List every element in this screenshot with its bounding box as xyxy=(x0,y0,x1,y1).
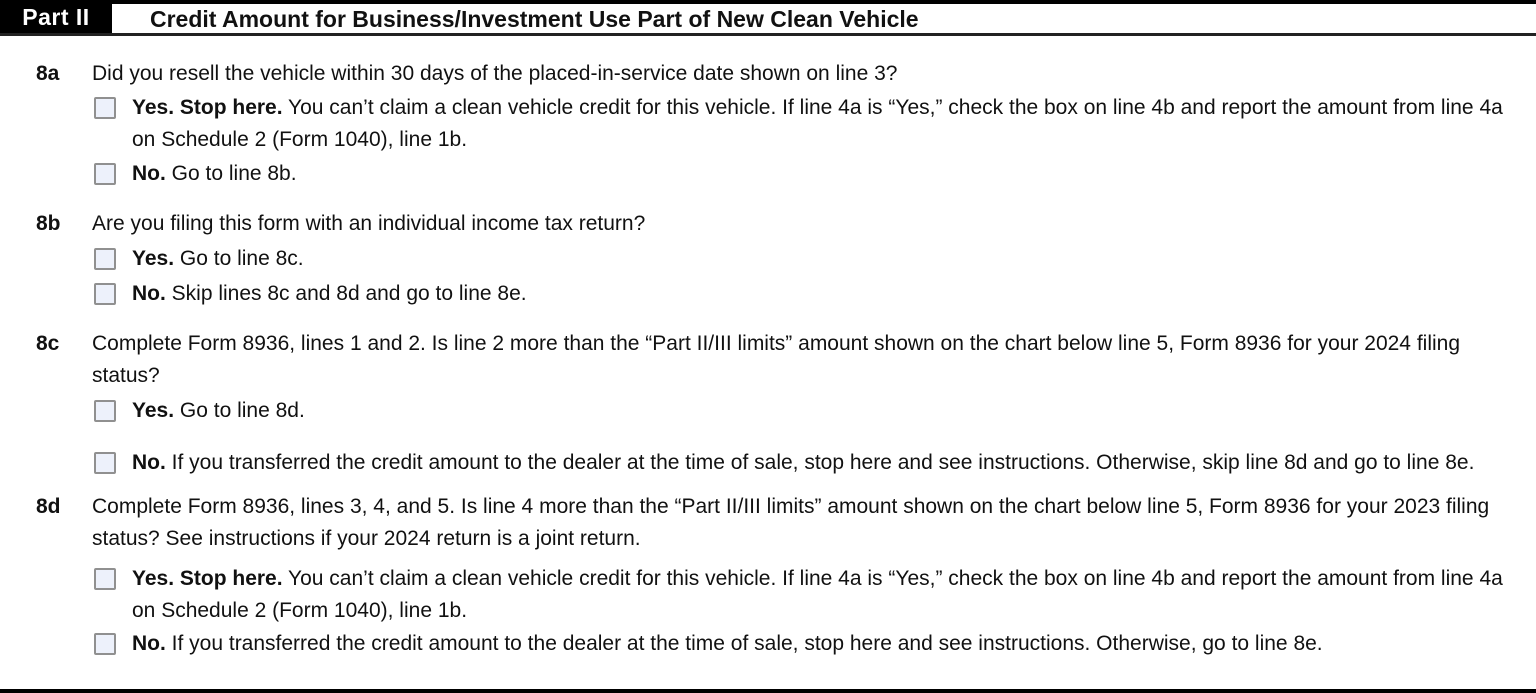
question-8a-number: 8a xyxy=(36,62,60,85)
option-8a-yes-label xyxy=(132,92,1504,156)
option-8d-no-bold: No. xyxy=(132,632,166,655)
option-8c-no-rest: If you transferred the credit amount to the dealer at the time of sale, stop here and see instructions. Otherwise, skip line 8d and go to line 8e. xyxy=(165,451,1475,474)
question-8b-text: Are you filing this form with an individual income tax return? xyxy=(92,212,646,235)
bottom-rule xyxy=(0,689,1536,693)
checkbox-8c-no[interactable] xyxy=(94,452,116,474)
question-8b xyxy=(0,208,1536,240)
option-8c-yes-rest: Go to line 8d. xyxy=(174,399,305,422)
option-8c-no-label xyxy=(132,447,1504,479)
option-8a-no xyxy=(92,158,1536,190)
option-8b-no-bold: No. xyxy=(132,282,166,305)
question-8d xyxy=(0,491,1536,555)
option-8c-no-bold: No. xyxy=(132,451,166,474)
question-8d-number: 8d xyxy=(36,495,61,518)
question-8c-text: Complete Form 8936, lines 1 and 2. Is line 2 more than the “Part II/III limits” amount shown on the chart below line 5, Form 8936 for your 2024 filing status? xyxy=(92,332,1461,387)
option-8d-no-rest: If you transferred the credit amount to the dealer at the time of sale, stop here and see instructions. Otherwise, go to line 8e. xyxy=(165,632,1323,655)
checkbox-8b-no[interactable] xyxy=(94,283,116,305)
question-8a-text: Did you resell the vehicle within 30 days of the placed-in-service date shown on line 3? xyxy=(92,62,898,85)
question-8c-number: 8c xyxy=(36,332,60,355)
option-8c-yes xyxy=(92,395,1536,427)
option-8b-yes-rest: Go to line 8c. xyxy=(174,247,304,270)
part-label: Part II xyxy=(0,0,112,33)
option-8d-yes-rest: You can’t claim a clean vehicle credit for this vehicle. If line 4a is “Yes,” check the box on line 4b and report the amount from line 4a on Schedule 2 (Form 1040), line 1b. xyxy=(132,567,1503,622)
option-8b-yes-bold: Yes. xyxy=(132,247,175,270)
checkbox-8b-yes[interactable] xyxy=(94,248,116,270)
question-8b-number: 8b xyxy=(36,212,61,235)
option-8b-no xyxy=(92,278,1536,310)
option-8c-yes-label xyxy=(132,395,1504,427)
option-8d-yes-bold: Yes. Stop here. xyxy=(132,567,283,590)
question-8c xyxy=(0,328,1536,392)
option-8d-yes xyxy=(92,563,1536,627)
option-8b-yes xyxy=(92,243,1536,275)
option-8d-no xyxy=(92,628,1536,660)
option-8b-no-rest: Skip lines 8c and 8d and go to line 8e. xyxy=(165,282,527,305)
option-8a-no-bold: No. xyxy=(132,162,166,185)
option-8b-no-label xyxy=(132,278,1504,310)
checkbox-8d-no[interactable] xyxy=(94,633,116,655)
option-8d-no-label xyxy=(132,628,1504,660)
option-8a-yes xyxy=(92,92,1536,156)
question-8a xyxy=(0,58,1536,90)
option-8a-no-label xyxy=(132,158,1504,190)
option-8d-yes-label xyxy=(132,563,1504,627)
checkbox-8d-yes[interactable] xyxy=(94,568,116,590)
question-8d-text: Complete Form 8936, lines 3, 4, and 5. Is line 4 more than the “Part II/III limits” amount shown on the chart below line 5, Form 8936 for your 2023 filing status? See instructions if your 2024 return is a joint return. xyxy=(92,495,1490,550)
checkbox-8a-yes[interactable] xyxy=(94,97,116,119)
option-8c-no xyxy=(92,447,1536,479)
part-title: Credit Amount for Business/Investment Use Part of New Clean Vehicle xyxy=(150,5,919,32)
checkbox-8a-no[interactable] xyxy=(94,163,116,185)
option-8a-no-rest: Go to line 8b. xyxy=(165,162,297,185)
checkbox-8c-yes[interactable] xyxy=(94,400,116,422)
option-8b-yes-label xyxy=(132,243,1504,275)
option-8a-yes-bold: Yes. Stop here. xyxy=(132,96,283,119)
part-ii-header xyxy=(0,0,1536,36)
option-8c-yes-bold: Yes. xyxy=(132,399,175,422)
option-8a-yes-rest: You can’t claim a clean vehicle credit for this vehicle. If line 4a is “Yes,” check the box on line 4b and report the amount from line 4a on Schedule 2 (Form 1040), line 1b. xyxy=(132,96,1503,151)
